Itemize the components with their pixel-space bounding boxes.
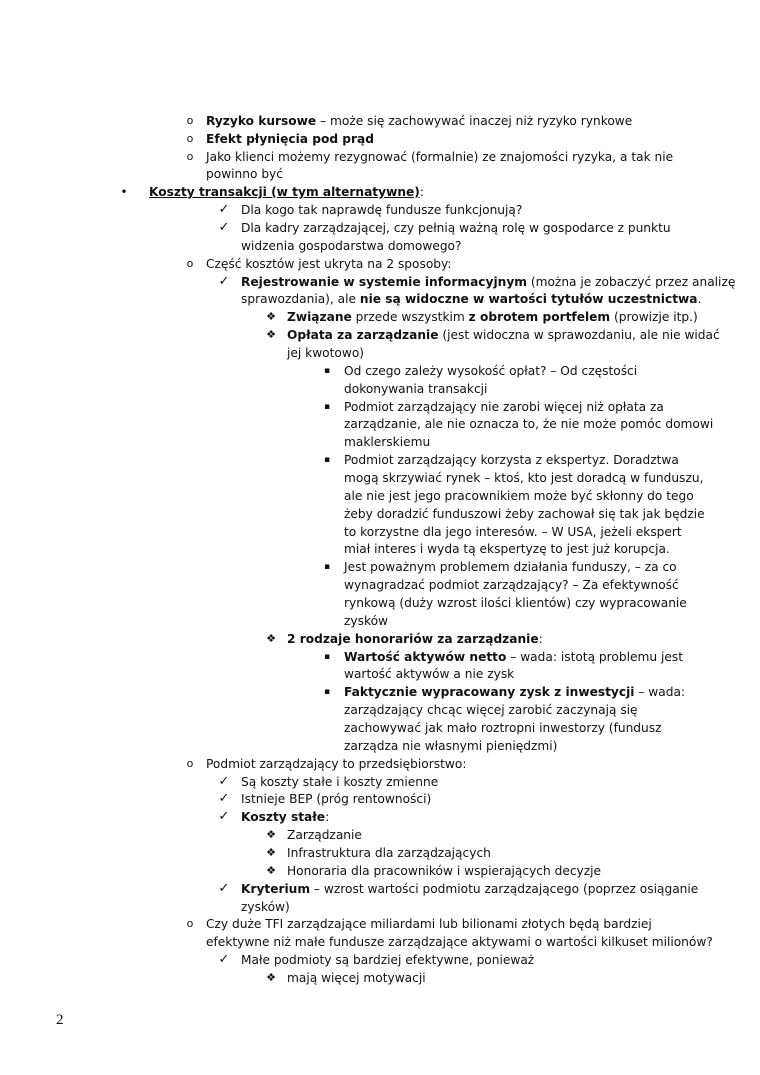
text-run: to korzystne dla jego interesów. – W USA, jeżeli ekspert — [344, 525, 682, 539]
bold-text: Wartość aktywów netto — [344, 650, 507, 664]
bold-text: Ryzyko kursowe — [206, 114, 317, 128]
bold-text: Koszty stałe — [241, 810, 326, 824]
dot-bullet-icon: • — [120, 185, 128, 199]
check-bullet-icon: ✓ — [218, 202, 230, 217]
bold-text: z obrotem portfelem — [468, 310, 611, 324]
text-line — [344, 665, 514, 683]
square-bullet-icon: ▪ — [323, 455, 331, 465]
text-line — [344, 719, 662, 737]
text-run: żeby doradzić funduszowi żeby zachował się tak jak będzie — [344, 507, 705, 521]
text-line — [344, 523, 682, 541]
text-line — [344, 594, 687, 612]
bold-text: 2 rodzaje honorariów za zarządzanie — [287, 632, 539, 646]
text-line — [344, 701, 638, 719]
text-run: Podmiot zarządzający nie zarobi więcej niż opłata za — [344, 400, 664, 414]
text-line — [241, 808, 329, 826]
section-heading — [149, 183, 424, 201]
text-line — [344, 505, 705, 523]
text-run: zarządza nie własnymi pieniędzmi) — [344, 739, 558, 753]
circle-bullet-icon: o — [186, 114, 194, 127]
text-line — [344, 540, 670, 558]
text-line — [287, 630, 543, 648]
diamond-bullet-icon: ❖ — [266, 632, 276, 645]
square-bullet-icon: ▪ — [323, 687, 331, 697]
text-run: zysków — [344, 614, 389, 628]
text-line — [241, 951, 534, 969]
text-run: Podmiot zarządzający korzysta z ekspertyz. Doradztwa — [344, 453, 679, 467]
text-run: : — [419, 185, 424, 199]
text-run: . — [697, 292, 702, 306]
text-run: (prowizje itp.) — [610, 310, 698, 324]
text-run: (jest widoczna w sprawozdaniu, ale nie widać — [438, 328, 720, 342]
text-run: dokonywania transakcji — [344, 382, 488, 396]
text-run: efektywne niż małe fundusze zarządzające aktywami o wartości kilkuset milionów? — [206, 935, 713, 949]
check-bullet-icon: ✓ — [218, 809, 230, 824]
check-bullet-icon: ✓ — [218, 774, 230, 789]
text-run: Część kosztów jest ukryta na 2 sposoby: — [206, 257, 452, 271]
diamond-bullet-icon: ❖ — [266, 310, 276, 323]
text-line — [344, 451, 679, 469]
text-line — [344, 558, 677, 576]
text-line — [344, 576, 679, 594]
text-run: – może się zachowywać inaczej niż ryzyko rynkowe — [316, 114, 633, 128]
text-line — [206, 148, 673, 166]
text-line — [344, 683, 685, 701]
text-line — [287, 326, 720, 344]
text-run: mogą skrzywiać rynek – ktoś, kto jest doradcą w funduszu, — [344, 471, 704, 485]
text-run: Dla kogo tak naprawdę fundusze funkcjonują? — [241, 203, 523, 217]
text-run: zarządzanie, ale nie oznacza to, że nie może pomóc domowi — [344, 417, 714, 431]
text-run: rynkową (duży wzrost ilości klientów) czy wypracowanie — [344, 596, 687, 610]
text-line — [241, 790, 431, 808]
check-bullet-icon: ✓ — [218, 881, 230, 896]
text-line — [241, 898, 290, 916]
text-line — [241, 880, 698, 898]
text-line — [206, 112, 632, 130]
bold-text: Kryterium — [241, 882, 311, 896]
bold-text: Opłata za zarządzanie — [287, 328, 439, 342]
text-run: Honoraria dla pracowników i wspierających decyzje — [287, 864, 602, 878]
text-line — [241, 237, 461, 255]
bold-text: Koszty transakcji (w tym alternatywne) — [149, 185, 420, 199]
text-run: Jest poważnym problemem działania funduszy, – za co — [344, 560, 677, 574]
page-number: 2 — [56, 1012, 64, 1028]
text-line — [287, 344, 364, 362]
text-run: Od czego zależy wysokość opłat? – Od częstości — [344, 364, 638, 378]
text-run: powinno być — [206, 167, 283, 181]
text-run: Małe podmioty są bardziej efektywne, ponieważ — [241, 953, 535, 967]
text-line — [206, 165, 283, 183]
text-line — [241, 219, 671, 237]
check-bullet-icon: ✓ — [218, 274, 230, 289]
text-line — [287, 826, 362, 844]
text-run: maklerskiemu — [344, 435, 431, 449]
circle-bullet-icon: o — [186, 917, 194, 930]
text-line — [344, 469, 703, 487]
text-run: : — [325, 810, 330, 824]
text-line — [241, 773, 438, 791]
text-run: zachowywać jak mało roztropni inwestorzy (fundusz — [344, 721, 662, 735]
text-run: wartość aktywów a nie zysk — [344, 667, 515, 681]
square-bullet-icon: ▪ — [323, 366, 331, 376]
check-bullet-icon: ✓ — [218, 791, 230, 806]
text-line — [287, 844, 491, 862]
text-line — [206, 130, 374, 148]
text-line — [206, 755, 466, 773]
text-run: Infrastruktura dla zarządzających — [287, 846, 491, 860]
text-run: zarządzający chcąc więcej zarobić zaczynają się — [344, 703, 638, 717]
text-line — [206, 915, 652, 933]
text-run: mają więcej motywacji — [287, 971, 426, 985]
text-run: (można je zobaczyć przez analizę — [526, 275, 736, 289]
bold-text: Rejestrowanie w systemie informacyjnym — [241, 275, 527, 289]
text-run: przede wszystkim — [351, 310, 469, 324]
text-run: zysków) — [241, 900, 290, 914]
circle-bullet-icon: o — [186, 257, 194, 270]
text-line — [344, 415, 713, 433]
text-line — [344, 737, 557, 755]
diamond-bullet-icon: ❖ — [266, 328, 276, 341]
square-bullet-icon: ▪ — [323, 562, 331, 572]
text-line — [241, 201, 522, 219]
diamond-bullet-icon: ❖ — [266, 846, 276, 859]
text-run: Istnieje BEP (próg rentowności) — [241, 792, 432, 806]
check-bullet-icon: ✓ — [218, 220, 230, 235]
text-run: – wada: istotą problemu jest — [506, 650, 683, 664]
text-line — [287, 862, 601, 880]
square-bullet-icon: ▪ — [323, 652, 331, 662]
bold-text: Związane — [287, 310, 352, 324]
diamond-bullet-icon: ❖ — [266, 828, 276, 841]
text-line — [287, 969, 426, 987]
text-line — [206, 933, 713, 951]
text-run: miał interes i wyda tą ekspertyzę to jest już korupcja. — [344, 542, 670, 556]
text-line — [344, 398, 664, 416]
bold-text: Faktycznie wypracowany zysk z inwestycji — [344, 685, 635, 699]
text-line — [344, 380, 487, 398]
circle-bullet-icon: o — [186, 132, 194, 145]
text-run: sprawozdania), ale — [241, 292, 360, 306]
circle-bullet-icon: o — [186, 150, 194, 163]
diamond-bullet-icon: ❖ — [266, 864, 276, 877]
text-line — [344, 487, 694, 505]
text-line — [344, 362, 637, 380]
text-run: Dla kadry zarządzającej, czy pełnią ważną rolę w gospodarce z punktu — [241, 221, 671, 235]
text-line — [206, 255, 451, 273]
text-run: wynagradzać podmiot zarządzający? – Za efektywność — [344, 578, 679, 592]
square-bullet-icon: ▪ — [323, 402, 331, 412]
text-run: widzenia gospodarstwa domowego? — [241, 239, 462, 253]
text-run: Czy duże TFI zarządzające miliardami lub bilionami złotych będą bardziej — [206, 917, 652, 931]
text-line — [287, 308, 698, 326]
text-run: ale nie jest jego pracownikiem może być skłonny do tego — [344, 489, 694, 503]
text-line — [241, 290, 701, 308]
diamond-bullet-icon: ❖ — [266, 971, 276, 984]
text-run: Podmiot zarządzający to przedsiębiorstwo: — [206, 757, 467, 771]
check-bullet-icon: ✓ — [218, 952, 230, 967]
text-run: jej kwotowo) — [287, 346, 365, 360]
text-line — [241, 273, 735, 291]
text-run: – wada: — [634, 685, 686, 699]
text-run: : — [538, 632, 543, 646]
text-line — [344, 648, 683, 666]
text-run: Zarządzanie — [287, 828, 362, 842]
text-line — [344, 612, 388, 630]
text-run: – wzrost wartości podmiotu zarządzającego (poprzez osiąganie — [310, 882, 699, 896]
text-run: Są koszty stałe i koszty zmienne — [241, 775, 439, 789]
text-line — [344, 433, 430, 451]
bold-text: nie są widoczne w wartości tytułów uczestnictwa — [359, 292, 698, 306]
text-run: Jako klienci możemy rezygnować (formalnie) ze znajomości ryzyka, a tak nie — [206, 150, 674, 164]
bold-text: Efekt płynięcia pod prąd — [206, 132, 374, 146]
circle-bullet-icon: o — [186, 757, 194, 770]
